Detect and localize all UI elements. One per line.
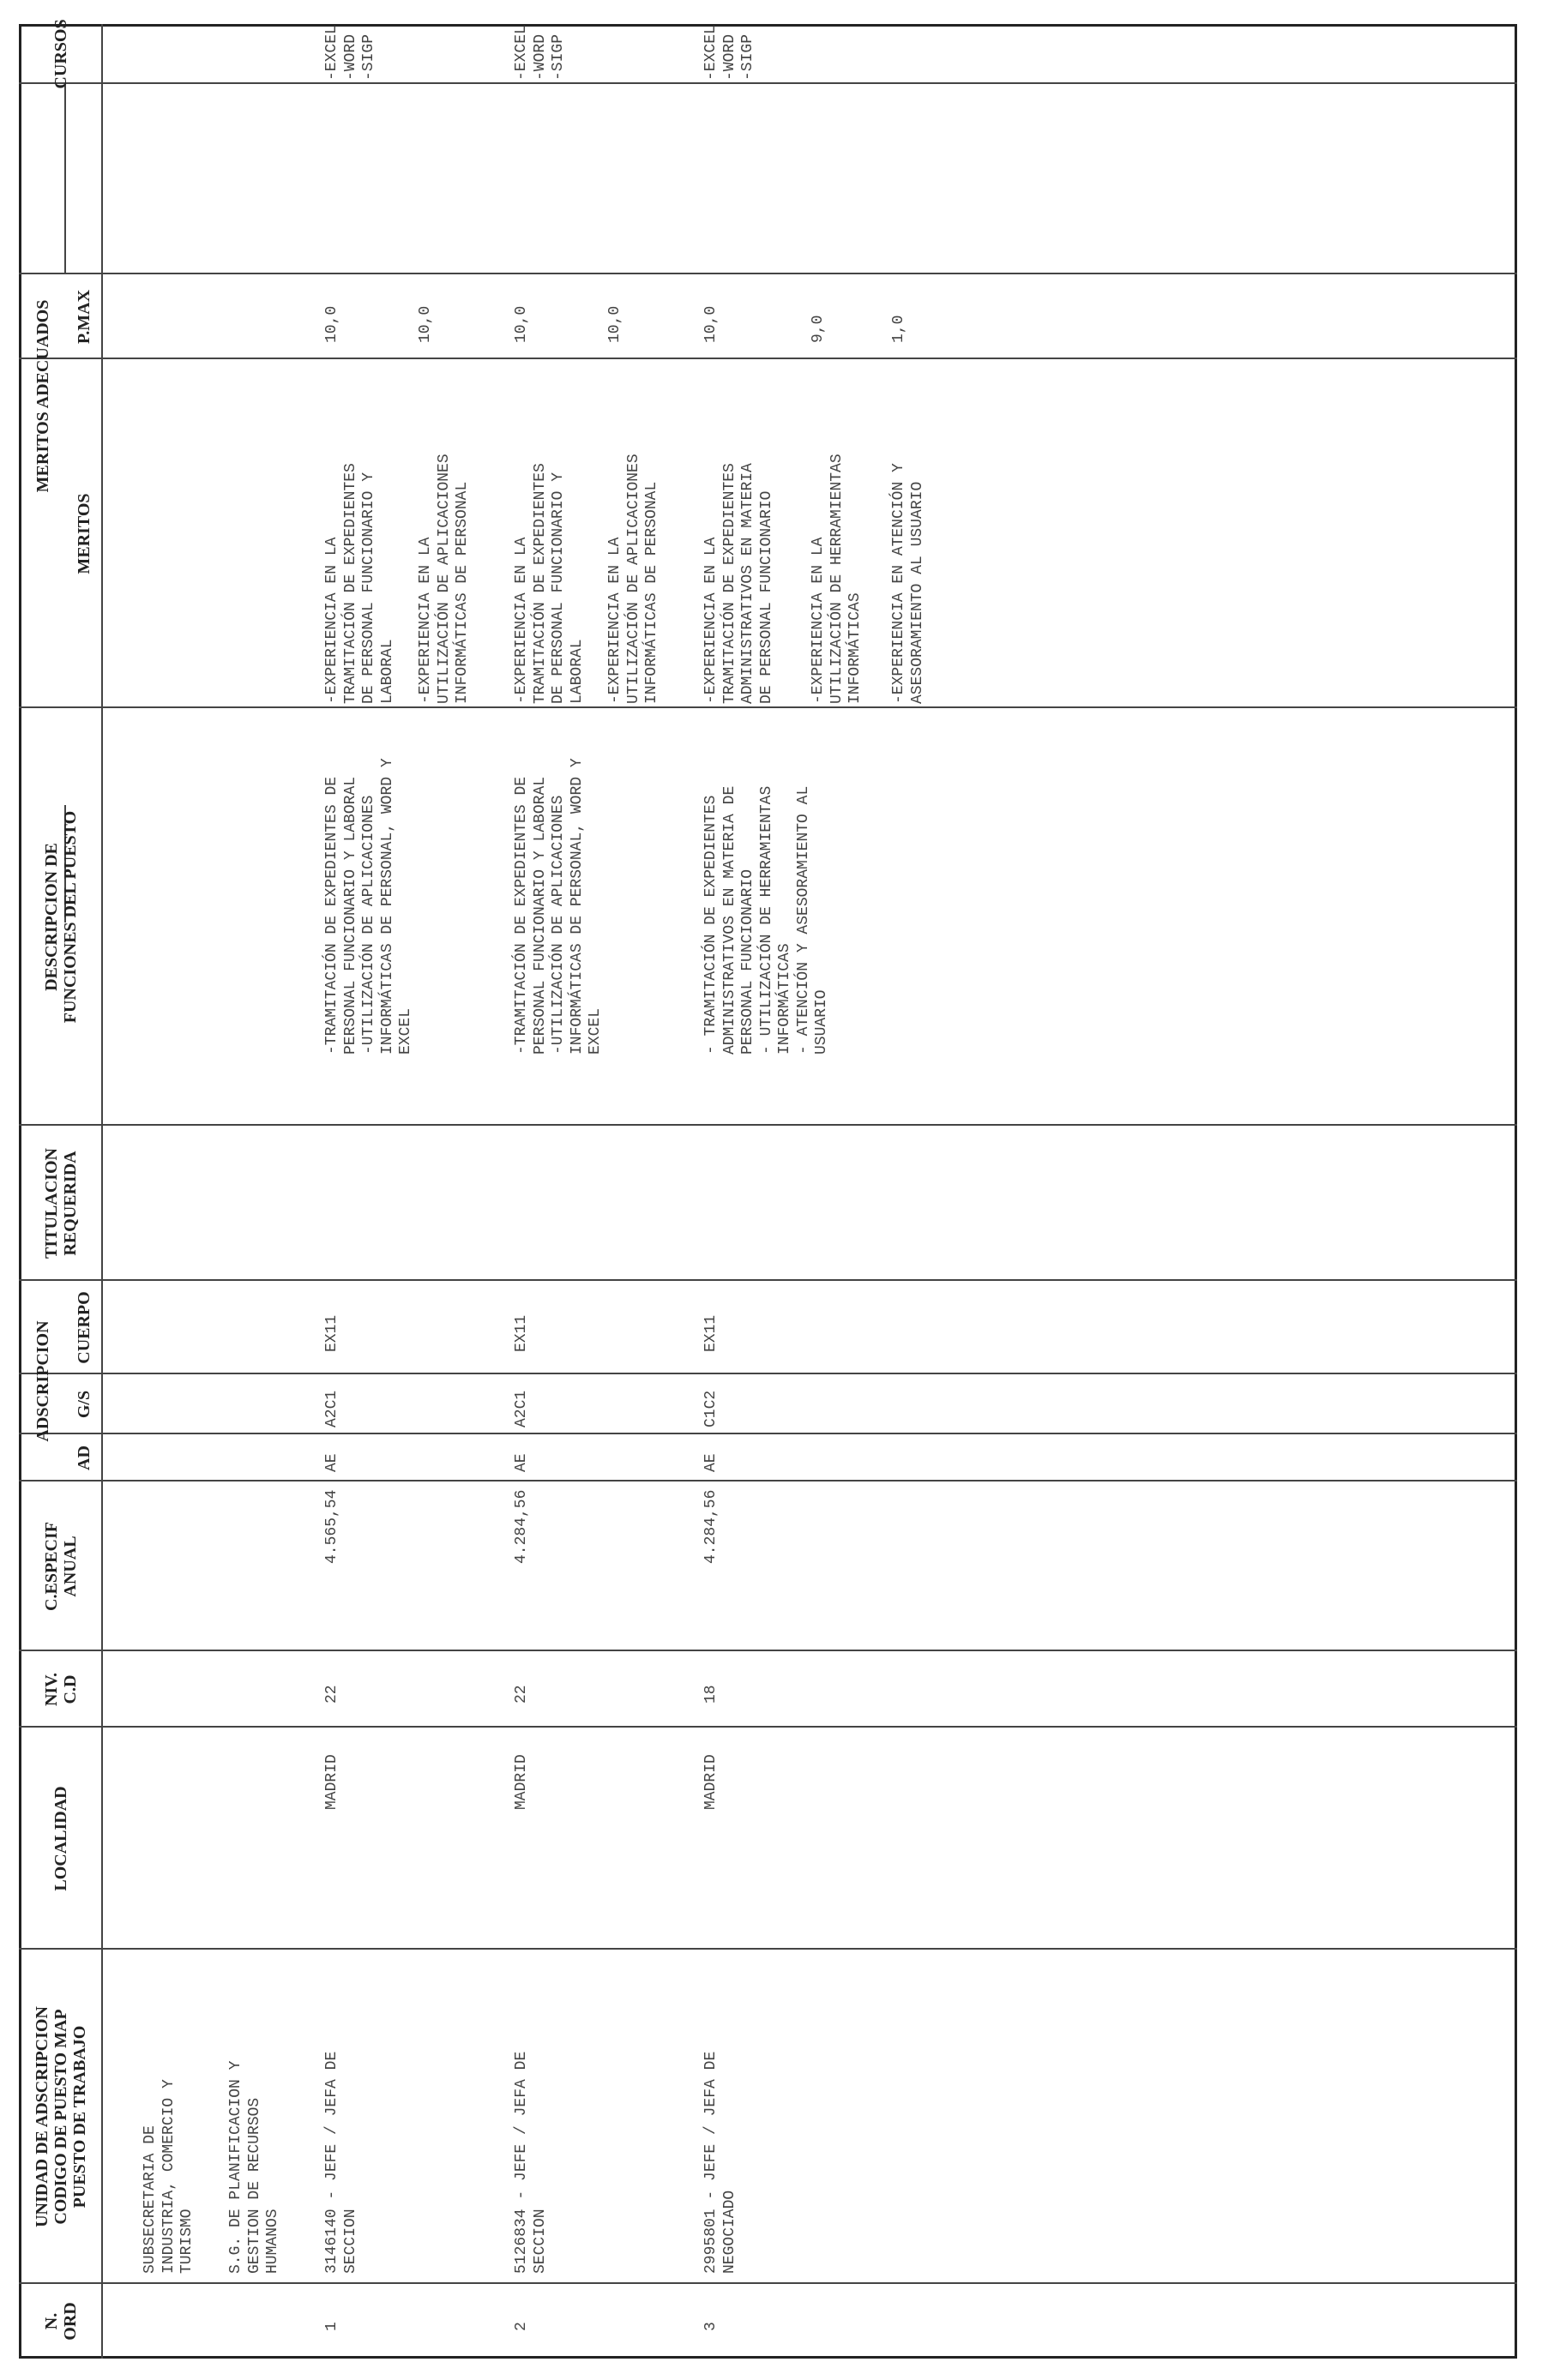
- header-bottom-rule: [101, 24, 103, 2359]
- row-cursos: -EXCEL -WORD -SIGP: [513, 25, 567, 81]
- header-meritos-adecuados: MERITOS ADECUADOS: [33, 299, 52, 493]
- row-descripcion: - TRAMITACIÓN DE EXPEDIENTES ADMINISTRATIVOS EN MATERIA DE PERSONAL FUNCIONARIO - UTILIZACIÓN DE HERRAMIENTAS INFORMÁTICAS - ATENCIÓN Y ASESORAMIENTO AL USUARIO: [702, 785, 830, 1055]
- column-rule: [19, 1124, 1517, 1126]
- row-pmax: 10,0: [323, 305, 340, 343]
- header-titulacion: TITULACION REQUERIDA: [42, 1148, 80, 1259]
- row-especifico: 4.284,56: [513, 1489, 530, 1564]
- row-number: 3: [702, 2322, 720, 2331]
- header-localidad: LOCALIDAD: [51, 1786, 70, 1891]
- row-puesto: 5126834 - JEFE / JEFA DE SECCION: [513, 2051, 549, 2274]
- column-rule: [19, 1650, 1517, 1651]
- header-nivel: NIV. C.D: [42, 1672, 80, 1707]
- row-pmax: 10,0: [606, 305, 623, 343]
- row-ad: AE: [513, 1453, 530, 1472]
- column-rule: [19, 706, 1517, 708]
- header-pmax: P.MAX: [74, 289, 93, 345]
- row-nivel: 18: [702, 1685, 720, 1704]
- row-number: 1: [323, 2322, 340, 2331]
- row-merito: -EXPERIENCIA EN LA UTILIZACIÓN DE HERRAMIENTAS INFORMÁTICAS: [810, 454, 864, 704]
- row-merito: -EXPERIENCIA EN LA UTILIZACIÓN DE APLICACIONES INFORMÁTICAS DE PERSONAL: [606, 454, 660, 704]
- row-cuerpo: EX11: [323, 1314, 340, 1352]
- column-rule: [19, 1948, 1517, 1950]
- row-ad: AE: [323, 1453, 340, 1472]
- column-rule: [19, 273, 1517, 274]
- row-gs: C1C2: [702, 1390, 720, 1427]
- row-pmax: 9,0: [810, 315, 827, 343]
- column-rule: [19, 1433, 1517, 1434]
- row-localidad: MADRID: [323, 1754, 340, 1810]
- row-ad: AE: [702, 1453, 720, 1472]
- row-merito: -EXPERIENCIA EN LA TRAMITACIÓN DE EXPEDIENTES DE PERSONAL FUNCIONARIO Y LABORAL: [513, 463, 586, 704]
- column-rule: [19, 1726, 1517, 1728]
- row-pmax: 10,0: [513, 305, 530, 343]
- header-ad: AD: [74, 1445, 93, 1470]
- header-adscripcion: ADSCRIPCION: [33, 1320, 52, 1442]
- row-cursos: -EXCEL -WORD -SIGP: [323, 25, 377, 81]
- row-gs: A2C1: [513, 1390, 530, 1427]
- row-especifico: 4.284,56: [702, 1489, 720, 1564]
- header-cuerpo: CUERPO: [74, 1291, 93, 1364]
- row-pmax: 1,0: [890, 315, 907, 343]
- row-nivel: 22: [323, 1685, 340, 1704]
- row-merito: -EXPERIENCIA EN LA TRAMITACIÓN DE EXPEDIENTES DE PERSONAL FUNCIONARIO Y LABORAL: [323, 463, 396, 704]
- header-unidad: UNIDAD DE ADSCRIPCION CODIGO DE PUESTO MAP PUESTO DE TRABAJO: [33, 2006, 89, 2227]
- row-cursos: -EXCEL -WORD -SIGP: [702, 25, 756, 81]
- unit-ministry: SUBSECRETARIA DE INDUSTRIA, COMERCIO Y TURISMO: [142, 2079, 196, 2274]
- row-localidad: MADRID: [513, 1754, 530, 1810]
- row-descripcion: -TRAMITACIÓN DE EXPEDIENTES DE PERSONAL FUNCIONARIO Y LABORAL -UTILIZACIÓN DE APLICACIONES INFORMÁTICAS DE PERSONAL, WORD Y EXCEL: [513, 758, 604, 1055]
- column-rule: [19, 1373, 1517, 1374]
- header-descripcion: DESCRIPCION DE FUNCIONES DEL PUESTO: [42, 810, 80, 1024]
- column-rule: [19, 1279, 1517, 1281]
- row-pmax: 10,0: [417, 305, 434, 343]
- header-n-ord: N. ORD: [42, 2302, 80, 2341]
- column-rule: [19, 358, 1517, 359]
- header-meritos: MERITOS: [74, 493, 93, 574]
- row-nivel: 22: [513, 1685, 530, 1704]
- row-pmax: 10,0: [702, 305, 720, 343]
- column-rule: [19, 82, 1517, 84]
- row-number: 2: [513, 2322, 530, 2331]
- unit-subdirectorate: S.G. DE PLANIFICACION Y GESTION DE RECURSOS HUMANOS: [227, 2060, 281, 2274]
- row-cuerpo: EX11: [513, 1314, 530, 1352]
- row-merito: -EXPERIENCIA EN LA UTILIZACIÓN DE APLICACIONES INFORMÁTICAS DE PERSONAL: [417, 454, 471, 704]
- row-puesto: 3146140 - JEFE / JEFA DE SECCION: [323, 2051, 359, 2274]
- row-cuerpo: EX11: [702, 1314, 720, 1352]
- row-gs: A2C1: [323, 1390, 340, 1427]
- row-descripcion: -TRAMITACIÓN DE EXPEDIENTES DE PERSONAL FUNCIONARIO Y LABORAL -UTILIZACIÓN DE APLICACIONES INFORMÁTICAS DE PERSONAL, WORD Y EXCEL: [323, 758, 414, 1055]
- column-rule: [19, 1480, 1517, 1481]
- header-cursos: CURSOS: [51, 19, 70, 89]
- row-localidad: MADRID: [702, 1754, 720, 1810]
- row-especifico: 4.565,54: [323, 1489, 340, 1564]
- header-gs: G/S: [74, 1390, 93, 1419]
- row-puesto: 2995801 - JEFE / JEFA DE NEGOCIADO: [702, 2051, 738, 2274]
- header-especifico: C.ESPECIF ANUAL: [42, 1522, 80, 1611]
- row-merito: -EXPERIENCIA EN LA TRAMITACIÓN DE EXPEDIENTES ADMINISTRATIVOS EN MATERIA DE PERSONAL FUNCIONARIO: [702, 463, 775, 704]
- column-rule: [19, 2282, 1517, 2284]
- meritos-subheader-rule: [64, 84, 66, 274]
- row-merito: -EXPERIENCIA EN ATENCIÓN Y ASESORAMIENTO AL USUARIO: [890, 463, 926, 704]
